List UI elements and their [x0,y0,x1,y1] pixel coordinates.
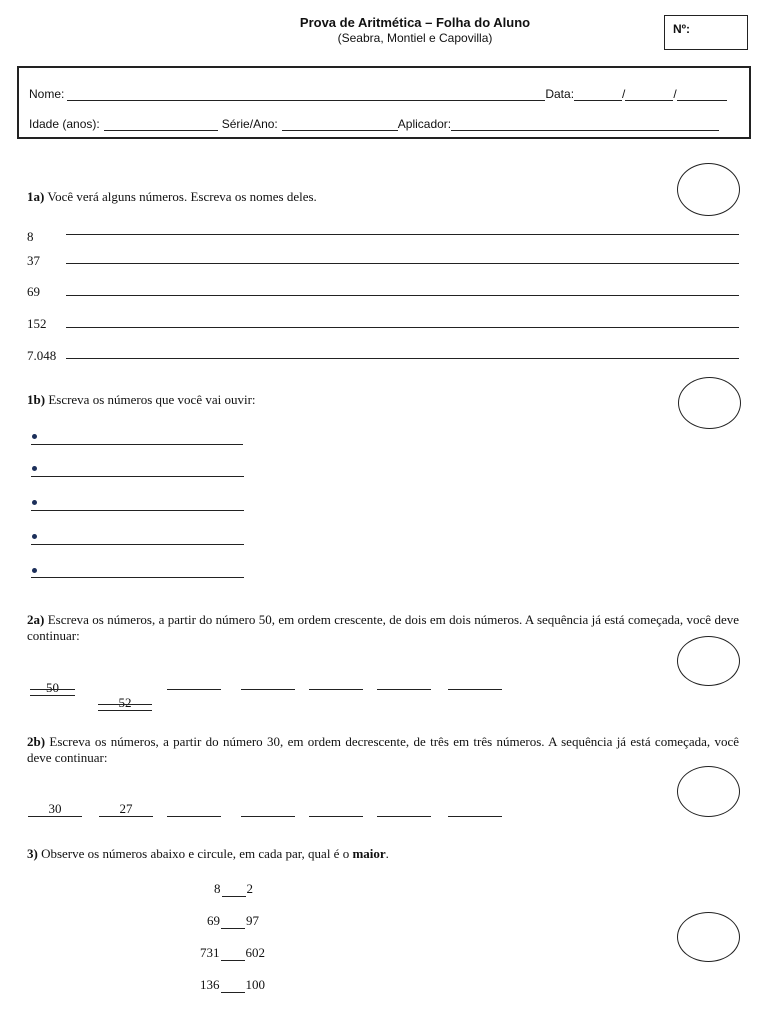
question-1a-number: 1a) [27,189,45,204]
page-title: Prova de Aritmética – Folha do Aluno [299,15,531,30]
q1a-item-2: 37 [27,253,40,268]
question-3-text: Observe os números abaixo e circule, em cada par, qual é o [41,846,350,861]
q2b-seq-item-2: 27 [99,802,153,817]
question-3-number: 3) [27,846,38,861]
date-slash-1: / [622,87,626,101]
question-1b [27,392,739,408]
q1a-item-4: 152 [27,316,47,331]
grade-label: Série/Ano: [221,117,278,131]
score-circle-1b[interactable] [678,377,741,429]
q2b-seq-item-1: 30 [28,802,82,817]
q1b-answer-line-2[interactable] [31,476,244,477]
question-1a-text: Você verá alguns números. Escreva os nomes deles. [47,189,317,204]
q1b-answer-line-5[interactable] [31,577,244,578]
name-field[interactable] [67,88,545,101]
q2a-seq-item-1: 50 [30,681,75,696]
q1a-item-1: 8 [27,229,34,244]
applicator-field[interactable] [451,118,719,131]
question-3 [27,846,739,862]
pair-gap [222,884,246,897]
pair-first-number[interactable]: 136 [200,977,220,992]
question-2b [27,734,739,766]
score-circle-1a[interactable] [677,163,740,216]
pair-gap [221,948,245,961]
q1a-answer-line-3[interactable] [66,295,739,296]
date-year-field[interactable] [677,88,727,101]
name-label: Nome: [29,87,65,101]
bullet-icon [32,466,37,471]
applicator-label: Aplicador: [397,117,452,131]
q2b-seq-blank-4[interactable] [377,802,431,817]
date-label: Data: [545,87,575,101]
question-1b-number: 1b) [27,392,46,407]
score-circle-3[interactable] [677,912,740,962]
info-row-2 [29,117,739,131]
number-label: Nº: [673,22,691,36]
pair-gap [221,980,245,993]
q2a-seq-item-2: 52 [98,696,152,711]
q2a-seq-blank-1[interactable] [167,675,221,690]
pair-first-number[interactable]: 8 [214,881,221,896]
student-info-box [17,66,751,139]
pair-second-number[interactable]: 2 [246,881,253,896]
question-1b-text: Escreva os números que você vai ouvir: [48,392,256,407]
q1a-item-3: 69 [27,284,40,299]
pair-first-number[interactable]: 731 [200,945,220,960]
question-2a-number: 2a) [27,612,45,627]
q1b-answer-line-3[interactable] [31,510,244,511]
score-circle-2b[interactable] [677,766,740,817]
q2a-seq-blank-5[interactable] [448,675,502,690]
age-field[interactable] [104,118,218,131]
number-pair [214,881,253,897]
bullet-icon [32,568,37,573]
number-box[interactable] [664,15,748,50]
q1a-answer-line-1[interactable] [66,234,739,235]
pair-first-number[interactable]: 69 [207,913,220,928]
pair-second-number[interactable]: 100 [245,977,265,992]
page-subtitle: (Seabra, Montiel e Capovilla) [337,31,493,45]
q1a-answer-line-4[interactable] [66,327,739,328]
pair-second-number[interactable]: 97 [246,913,259,928]
bullet-icon [32,534,37,539]
date-day-field[interactable] [574,88,622,101]
bullet-icon [32,500,37,505]
q2b-seq-blank-3[interactable] [309,802,363,817]
q1a-answer-line-2[interactable] [66,263,739,264]
q2a-seq-blank-3[interactable] [309,675,363,690]
grade-field[interactable] [282,118,398,131]
question-2b-text: Escreva os números, a partir do número 30, em ordem decrescente, de três em três números. A sequência já está começada, você deve continuar: [27,734,740,765]
question-3-bold-word: maior [352,846,386,861]
q1a-answer-line-5[interactable] [66,358,739,359]
q2b-seq-blank-5[interactable] [448,802,502,817]
info-row-1 [29,87,739,101]
question-3-period: . [385,846,389,861]
pair-second-number[interactable]: 602 [245,945,265,960]
q1b-answer-line-4[interactable] [31,544,244,545]
number-pair [200,977,265,993]
question-2a [27,612,739,644]
q2b-seq-blank-2[interactable] [241,802,295,817]
q1b-answer-line-1[interactable] [31,444,243,445]
question-1a [27,189,739,205]
pair-gap [221,916,245,929]
number-pair [207,913,259,929]
number-pair [200,945,265,961]
date-slash-2: / [673,87,677,101]
date-month-field[interactable] [625,88,673,101]
bullet-icon [32,434,37,439]
q2a-seq-blank-4[interactable] [377,675,431,690]
question-2a-text: Escreva os números, a partir do número 50, em ordem crescente, de dois em dois números. A sequência já está começada, você deve continuar: [27,612,740,643]
q2a-seq-blank-2[interactable] [241,675,295,690]
age-label: Idade (anos): [29,117,100,131]
score-circle-2a[interactable] [677,636,740,686]
q1a-item-5: 7.048 [27,348,57,363]
question-2b-number: 2b) [27,734,46,749]
q2b-seq-blank-1[interactable] [167,802,221,817]
